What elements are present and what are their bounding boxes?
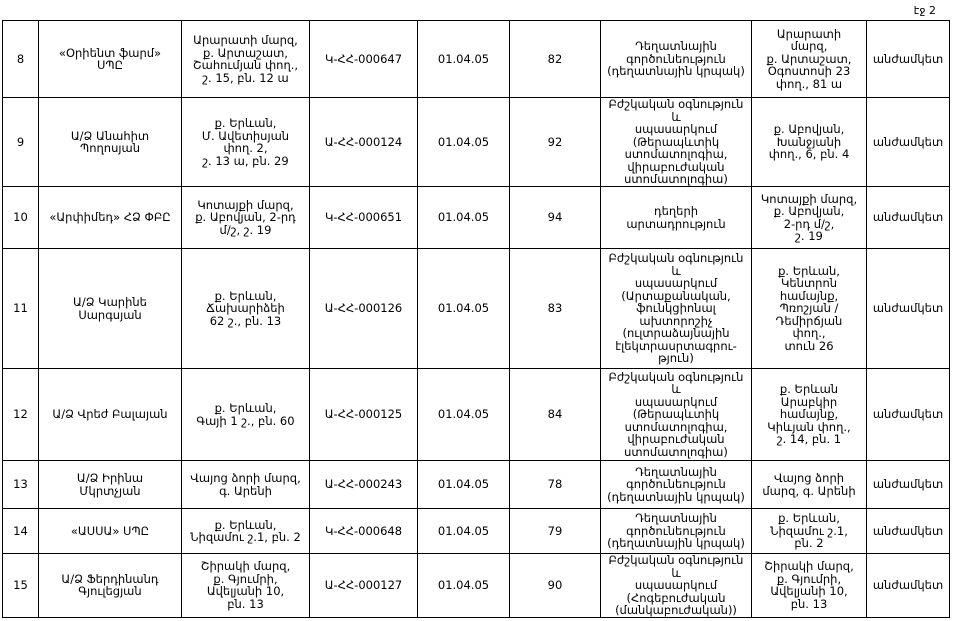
licensee-name-cell: Ա/Ձ Իրինա Մկրտչյան — [39, 461, 182, 509]
issue-date-cell: 01.04.05 — [418, 509, 510, 554]
activity-location-cell: Վայոց ձորի մարզ, գ. Արենի — [752, 461, 867, 509]
table-row — [3, 98, 950, 187]
licensee-name-cell: Ա/Ձ Վրեժ Բալայան — [39, 369, 182, 461]
table-row — [3, 369, 950, 461]
table-row — [3, 21, 950, 98]
license-number-cell: Ա-ՀՀ-000124 — [310, 98, 418, 187]
legal-address-cell: Կոտայքի մարզ, ք. Աբովյան, 2-րդ մ/շ, շ. 19 — [182, 187, 310, 249]
activity-location-cell: Կոտայքի մարզ, ք. Աբովյան, 2-րդ մ/շ, շ. 19 — [752, 187, 867, 249]
row-number-cell: 10 — [3, 187, 39, 249]
row-number-cell: 12 — [3, 369, 39, 461]
activity-location-cell: ք. Երևան Արաբկիր համայնք, Կիևյան փող., շ. 14, բն. 1 — [752, 369, 867, 461]
license-number-cell: Ա-ՀՀ-000243 — [310, 461, 418, 509]
activity-location-cell: ք. Երևան, Նիզամու շ.1, բն. 2 — [752, 509, 867, 554]
legal-address-cell: Վայոց ձորի մարզ, գ. Արենի — [182, 461, 310, 509]
activity-type-cell: Դեղատնային գործունեություն (դեղատնային կրպակ) — [601, 509, 752, 554]
activity-location-cell: ք. Աբովյան, Խանջյանի փող., 6, բն. 4 — [752, 98, 867, 187]
issue-date-cell: 01.04.05 — [418, 554, 510, 618]
activity-code-cell: 94 — [510, 187, 601, 249]
table-row — [3, 249, 950, 369]
validity-term-cell: անժամկետ — [867, 554, 950, 618]
activity-code-cell: 79 — [510, 509, 601, 554]
activity-type-cell: Դեղատնային գործունեություն (դեղատնային կրպակ) — [601, 461, 752, 509]
activity-code-cell: 90 — [510, 554, 601, 618]
license-number-cell: Կ-ՀՀ-000651 — [310, 187, 418, 249]
licensee-name-cell: «Օրիենտ ֆարմ» ՍՊԸ — [39, 21, 182, 98]
activity-location-cell: Արարատի մարզ, ք. Արտաշատ, Օգոստոսի 23 փող., 81 ա — [752, 21, 867, 98]
issue-date-cell: 01.04.05 — [418, 369, 510, 461]
table-row — [3, 554, 950, 618]
activity-code-cell: 83 — [510, 249, 601, 369]
row-number-cell: 13 — [3, 461, 39, 509]
activity-code-cell: 82 — [510, 21, 601, 98]
issue-date-cell: 01.04.05 — [418, 21, 510, 98]
license-number-cell: Ա-ՀՀ-000127 — [310, 554, 418, 618]
row-number-cell: 14 — [3, 509, 39, 554]
licensee-name-cell: «Արփիմեդ» ՀՁ ՓԲԸ — [39, 187, 182, 249]
activity-code-cell: 78 — [510, 461, 601, 509]
activity-type-cell: Դեղատնային գործունեություն (դեղատնային կրպակ) — [601, 21, 752, 98]
license-number-cell: Ա-ՀՀ-000125 — [310, 369, 418, 461]
license-register-table — [2, 20, 950, 618]
validity-term-cell: անժամկետ — [867, 369, 950, 461]
page-number: էջ 2 — [913, 4, 936, 17]
licensee-name-cell: «ԱՍՍԱ» ՍՊԸ — [39, 509, 182, 554]
legal-address-cell: Արարատի մարզ, ք. Արտաշատ, Շահումյան փող., շ. 15, բն. 12 ա — [182, 21, 310, 98]
activity-location-cell: ք. Երևան, Կենտրոն համայնք, Պռոշյան / Դեմիրճյան փող., տուն 26 — [752, 249, 867, 369]
row-number-cell: 11 — [3, 249, 39, 369]
activity-type-cell: Բժշկական օգնություն և սպասարկում (Թերապևտիկ ստոմատոլոգիա, վիրաբուժական ստոմատոլոգիա) — [601, 98, 752, 187]
activity-location-cell: Շիրակի մարզ, ք. Գյումրի, Ավելյանի 10, բն. 13 — [752, 554, 867, 618]
activity-code-cell: 84 — [510, 369, 601, 461]
validity-term-cell: անժամկետ — [867, 509, 950, 554]
license-number-cell: Կ-ՀՀ-000648 — [310, 509, 418, 554]
table-row — [3, 187, 950, 249]
legal-address-cell: ք. Երևան, Մ. Ավետիսյան փող. 2, շ. 13 ա, բն. 29 — [182, 98, 310, 187]
activity-type-cell: Բժշկական օգնություն և սպասարկում (Հոգեբուժական (մանկաբուժական)) — [601, 554, 752, 618]
validity-term-cell: անժամկետ — [867, 249, 950, 369]
issue-date-cell: 01.04.05 — [418, 461, 510, 509]
legal-address-cell: ք. Երևան, Նիզամու շ.1, բն. 2 — [182, 509, 310, 554]
row-number-cell: 8 — [3, 21, 39, 98]
legal-address-cell: ք. Երևան, Ճախարիձեի 62 շ., բն. 13 — [182, 249, 310, 369]
table-row — [3, 461, 950, 509]
table-row — [3, 509, 950, 554]
activity-type-cell: Բժշկական օգնություն և սպասարկում (Արտաքանական, ֆունկցիոնալ ախտորոշիչ (ուլտրաձայնային էլեկտրասրտագրու- թյուն) — [601, 249, 752, 369]
row-number-cell: 9 — [3, 98, 39, 187]
license-number-cell: Կ-ՀՀ-000647 — [310, 21, 418, 98]
activity-code-cell: 92 — [510, 98, 601, 187]
licensee-name-cell: Ա/Ձ Անահիտ Պողոսյան — [39, 98, 182, 187]
license-number-cell: Ա-ՀՀ-000126 — [310, 249, 418, 369]
activity-type-cell: Բժշկական օգնություն և սպասարկում (Թերապևտիկ ստոմատոլոգիա, վիրաբուժական ստոմատոլոգիա) — [601, 369, 752, 461]
legal-address-cell: ք. Երևան, Գայի 1 շ., բն. 60 — [182, 369, 310, 461]
validity-term-cell: անժամկետ — [867, 187, 950, 249]
issue-date-cell: 01.04.05 — [418, 187, 510, 249]
issue-date-cell: 01.04.05 — [418, 249, 510, 369]
validity-term-cell: անժամկետ — [867, 21, 950, 98]
row-number-cell: 15 — [3, 554, 39, 618]
licensee-name-cell: Ա/Ձ Կարինե Սարգսյան — [39, 249, 182, 369]
validity-term-cell: անժամկետ — [867, 461, 950, 509]
licensee-name-cell: Ա/Ձ Ֆերդինանդ Գյուլեցյան — [39, 554, 182, 618]
issue-date-cell: 01.04.05 — [418, 98, 510, 187]
validity-term-cell: անժամկետ — [867, 98, 950, 187]
legal-address-cell: Շիրակի մարզ, ք. Գյումրի, Ավելյանի 10, բն. 13 — [182, 554, 310, 618]
activity-type-cell: դեղերի արտադրություն — [601, 187, 752, 249]
